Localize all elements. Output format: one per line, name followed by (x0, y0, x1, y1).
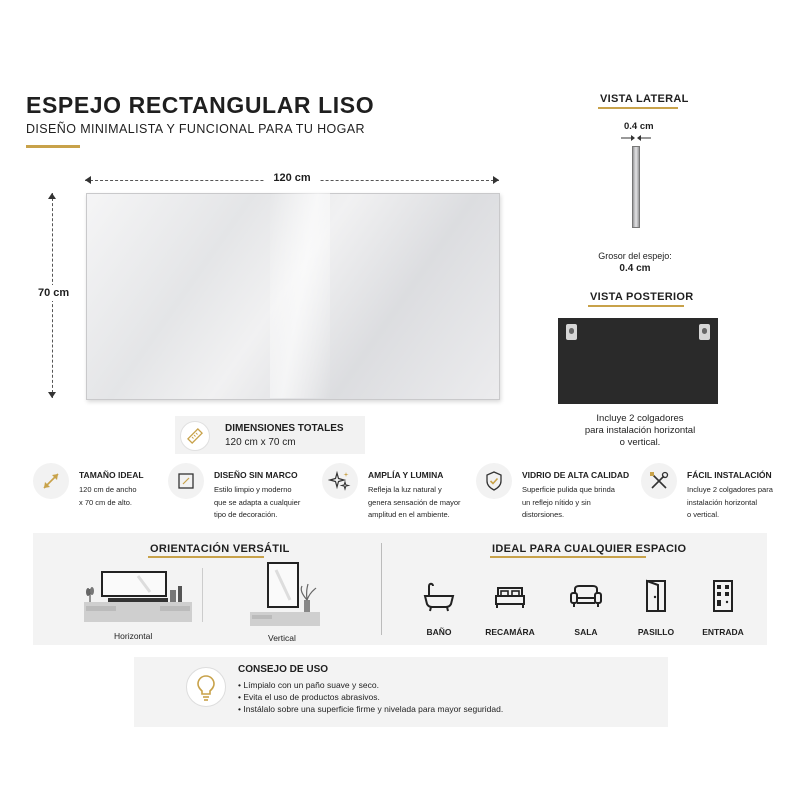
room-hallway: PASILLO (626, 578, 686, 637)
width-dimension (85, 172, 499, 188)
side-view-caption: Grosor del espejo: (598, 251, 672, 261)
horizontal-mirror-scene-icon (78, 562, 198, 630)
panel-divider (381, 543, 382, 635)
feature-quality-glass: VIDRIO DE ALTA CALIDAD Superficie pulida que brinda un reflejo nítido y sin distorsiones. (476, 463, 606, 523)
side-thickness-label: 0.4 cm (624, 121, 654, 132)
back-view-title: VISTA POSTERIOR (590, 291, 694, 303)
hanger-right-icon (699, 324, 710, 340)
usage-tip-item: • Límpialo con un paño suave y seco. (238, 680, 379, 690)
page-subtitle: DISEÑO MINIMALISTA Y FUNCIONAL PARA TU HOGAR (26, 122, 365, 136)
feature-easy-install: FÁCIL INSTALACIÓN Incluye 2 colgadores para instalación horizontal o vertical. (641, 463, 771, 523)
usage-tip-item: • Instálalo sobre una superficie firme y nivelada para mayor seguridad. (238, 704, 504, 714)
mirror-side-profile (632, 146, 640, 228)
feature-ideal-size: TAMAÑO IDEAL 120 cm de ancho x 70 cm de alto. (33, 463, 163, 523)
vertical-label: Vertical (268, 633, 296, 643)
room-bath: BAÑO (409, 578, 469, 637)
total-dimensions-value: 120 cm x 70 cm (225, 437, 296, 448)
front-door-icon (705, 578, 741, 614)
vertical-mirror-scene-icon (244, 560, 324, 632)
side-view-value: 0.4 cm (619, 263, 651, 274)
feature-frameless: DISEÑO SIN MARCO Estilo limpio y moderno que se adapta a cualquier tipo de decoración. (168, 463, 298, 523)
frameless-square-icon (168, 463, 204, 499)
shield-check-icon (476, 463, 512, 499)
bathtub-icon (421, 578, 457, 614)
total-dimensions-title: DIMENSIONES TOTALES (225, 423, 344, 434)
diagonal-arrow-icon (33, 463, 69, 499)
room-entrance: ENTRADA (693, 578, 753, 637)
orientation-title: ORIENTACIÓN VERSÁTIL (150, 543, 290, 555)
height-label: 70 cm (38, 287, 70, 299)
room-living: SALA (556, 578, 616, 637)
orientation-rule (148, 556, 264, 558)
lightbulb-icon (186, 667, 226, 707)
usage-tip-title: CONSEJO DE USO (238, 664, 329, 675)
sparkles-icon (322, 463, 358, 499)
back-view-caption: Incluye 2 colgadores para instalación horizontal o vertical. (584, 413, 696, 448)
page-title: ESPEJO RECTANGULAR LISO (26, 92, 375, 118)
side-view-title: VISTA LATERAL (600, 93, 689, 105)
horizontal-label: Horizontal (114, 631, 153, 641)
thickness-arrows-icon (621, 134, 651, 142)
mirror-reflection (270, 193, 330, 398)
feature-brightens: AMPLÍA Y LUMINA Refleja la luz natural y genera sensación de mayor amplitud en el ambiente. (322, 463, 452, 523)
ideal-spaces-rule (490, 556, 646, 558)
width-label: 120 cm (265, 172, 318, 184)
mirror-back-panel (558, 318, 718, 404)
tools-icon (641, 463, 677, 499)
back-view-rule (588, 305, 684, 307)
open-door-icon (638, 578, 674, 614)
accent-rule (26, 145, 80, 148)
usage-tip-item: • Evita el uso de productos abrasivos. (238, 692, 380, 702)
side-view-rule (598, 107, 678, 109)
room-bedroom: RECAMÁRA (480, 578, 540, 637)
bed-icon (492, 578, 528, 614)
ideal-spaces-title: IDEAL PARA CUALQUIER ESPACIO (492, 543, 687, 555)
total-dimensions-box (175, 416, 365, 454)
sofa-icon (568, 578, 604, 614)
orientation-separator (202, 568, 203, 622)
hanger-left-icon (566, 324, 577, 340)
ruler-icon (180, 421, 210, 451)
